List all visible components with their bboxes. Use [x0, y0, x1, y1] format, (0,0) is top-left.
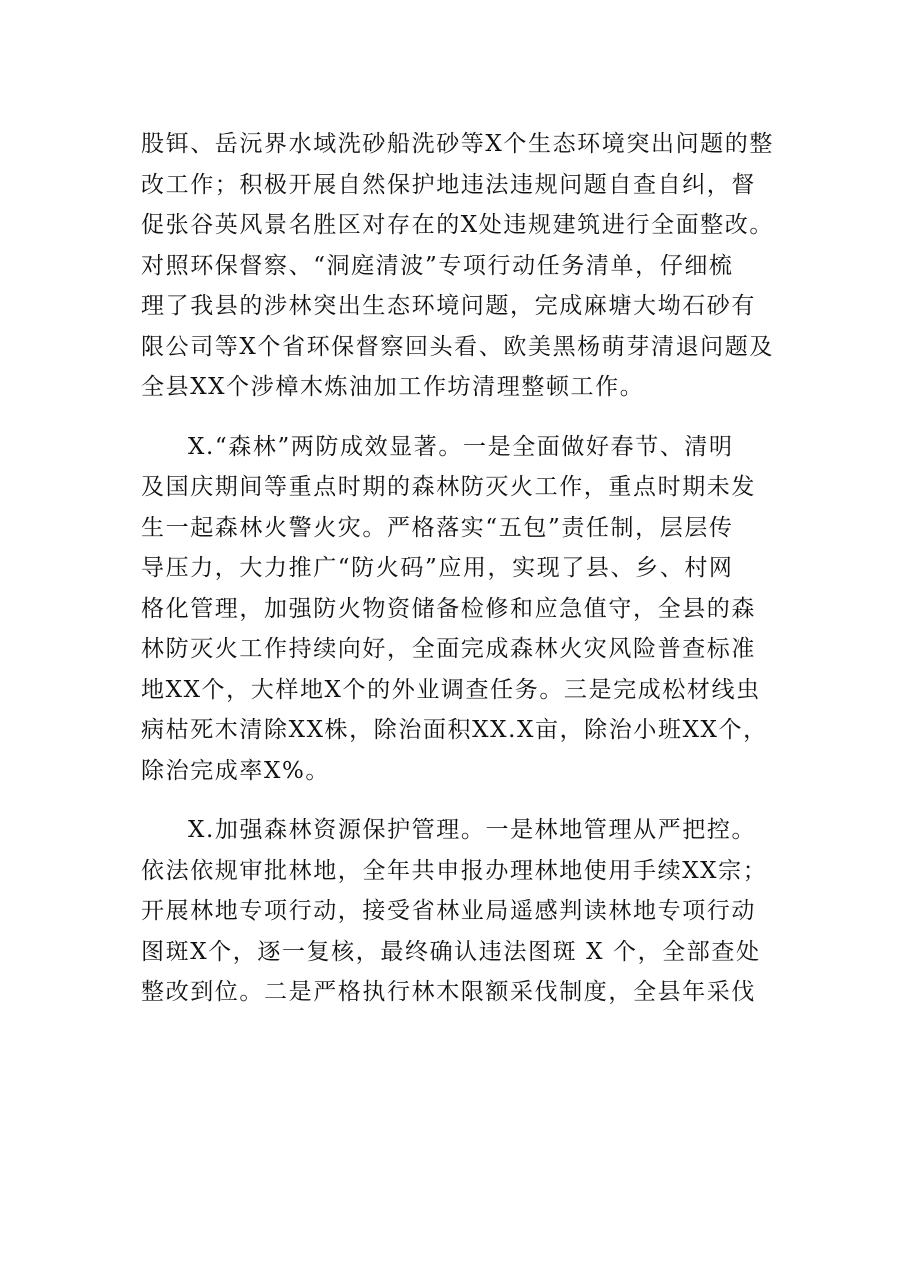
- text-line: 导压力，大力推广“防火码”应用，实现了县、乡、村网: [141, 555, 734, 581]
- paragraph-1: [141, 124, 781, 408]
- text-line: 限公司等X个省环保督察回头看、欧美黑杨萌芽清退问题及: [141, 333, 774, 360]
- text-line: 除治完成率X%。: [141, 757, 331, 784]
- text-line: 及国庆期间等重点时期的森林防灭火工作，重点时期未发: [141, 474, 756, 500]
- text-line: 开展林地专项行动，接受省林业局遥感判读林地专项行动: [141, 898, 756, 924]
- text-line: 全县XX个涉樟木炼油加工作坊清理整顿工作。: [141, 374, 645, 400]
- text-line: 病枯死木清除XX株，除治面积XX.X亩，除治小班XX个，: [141, 717, 768, 743]
- text-line: 改工作；积极开展自然保护地违法违规问题自查自纠，督: [141, 171, 756, 198]
- text-line: 生一起森林火警火灾。严格落实“五包”责任制，层层传: [141, 514, 734, 541]
- document-body: [141, 124, 781, 1013]
- text-line: 图斑X个，逐一复核，最终确认违法图斑 X 个，全部查处: [141, 938, 761, 965]
- text-line: 林防灭火工作持续向好，全面完成森林火灾风险普查标准: [141, 636, 756, 662]
- text-line: 地XX个，大样地X个的外业调查任务。三是完成松材线虫: [141, 676, 761, 703]
- paragraph-2: [141, 427, 781, 792]
- text-line: X.“森林”两防成效显著。一是全面做好春节、清明: [188, 433, 734, 460]
- text-line: 股铒、岳沅界水域洗砂船洗砂等X个生态环境突出问题的整: [141, 131, 774, 157]
- paragraph-spacer: [141, 791, 781, 810]
- text-line: 促张谷英风景名胜区对存在的X处违规建筑进行全面整改。: [141, 212, 774, 238]
- text-line: 依法依规审批林地，全年共申报办理林地使用手续XX宗；: [141, 857, 768, 884]
- paragraph-spacer: [141, 408, 781, 427]
- text-line: 对照环保督察、“洞庭清波”专项行动任务清单，仔细梳: [141, 252, 734, 279]
- text-line: 整改到位。二是严格执行林木限额采伐制度，全县年采伐: [141, 979, 756, 1005]
- paragraph-3: [141, 810, 781, 1013]
- text-line: X.加强森林资源保护管理。一是林地管理从严把控。: [188, 817, 757, 843]
- text-line: 理了我县的涉林突出生态环境问题，完成麻塘大坳石砂有: [141, 293, 756, 319]
- text-line: 格化管理，加强防火物资储备检修和应急值守，全县的森: [141, 595, 756, 622]
